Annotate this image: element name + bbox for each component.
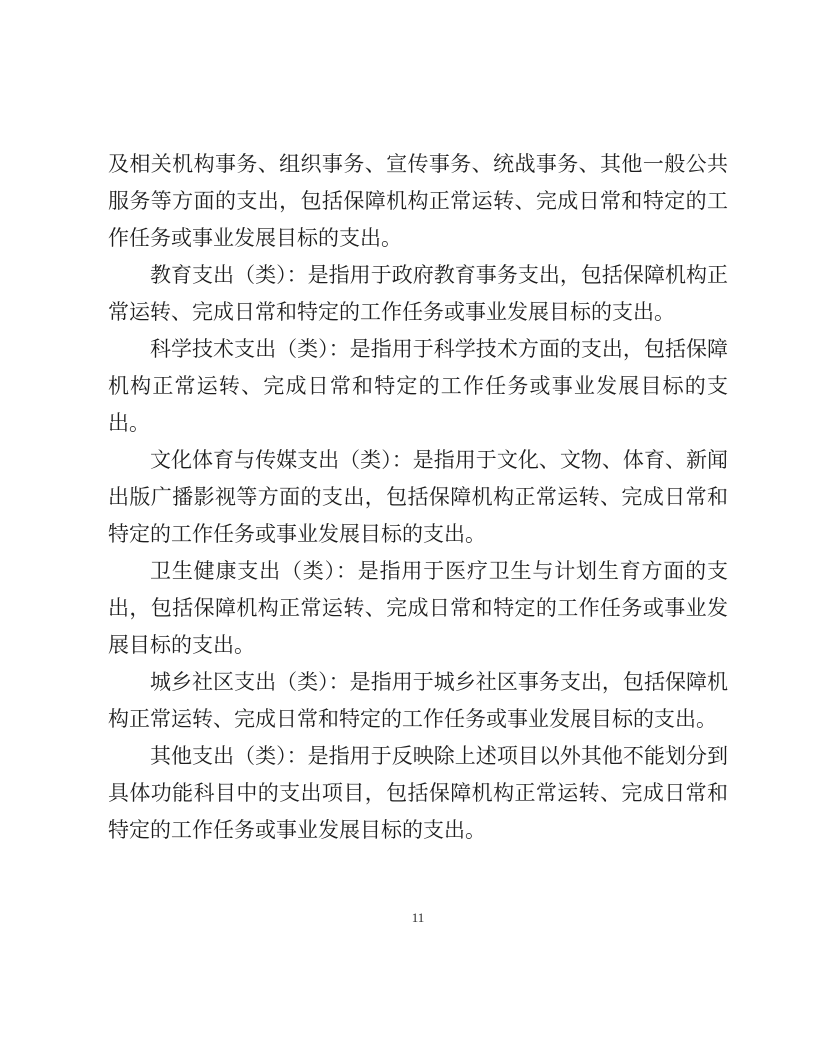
paragraph: 其他支出（类）：是指用于反映除上述项目以外其他不能划分到具体功能科目中的支出项目，包括保障机构正常运转、完成日常和特定的工作任务或事业发展目标的支出。 bbox=[108, 744, 728, 842]
paragraph: 及相关机构事务、组织事务、宣传事务、统战事务、其他一般公共服务等方面的支出，包括保障机构正常运转、完成日常和特定的工作任务或事业发展目标的支出。 bbox=[108, 152, 728, 250]
document-body bbox=[108, 146, 728, 849]
paragraph: 文化体育与传媒支出（类）：是指用于文化、文物、体育、新闻出版广播影视等方面的支出，包括保障机构正常运转、完成日常和特定的工作任务或事业发展目标的支出。 bbox=[108, 448, 728, 546]
paragraph: 卫生健康支出（类）：是指用于医疗卫生与计划生育方面的支出，包括保障机构正常运转、完成日常和特定的工作任务或事业发展目标的支出。 bbox=[108, 559, 728, 657]
page-number: 11 bbox=[411, 910, 425, 925]
paragraph: 教育支出（类）：是指用于政府教育事务支出，包括保障机构正常运转、完成日常和特定的工作任务或事业发展目标的支出。 bbox=[108, 263, 728, 324]
paragraph: 科学技术支出（类）：是指用于科学技术方面的支出，包括保障机构正常运转、完成日常和特定的工作任务或事业发展目标的支出。 bbox=[108, 337, 728, 435]
paragraph: 城乡社区支出（类）：是指用于城乡社区事务支出，包括保障机构正常运转、完成日常和特定的工作任务或事业发展目标的支出。 bbox=[108, 670, 728, 731]
